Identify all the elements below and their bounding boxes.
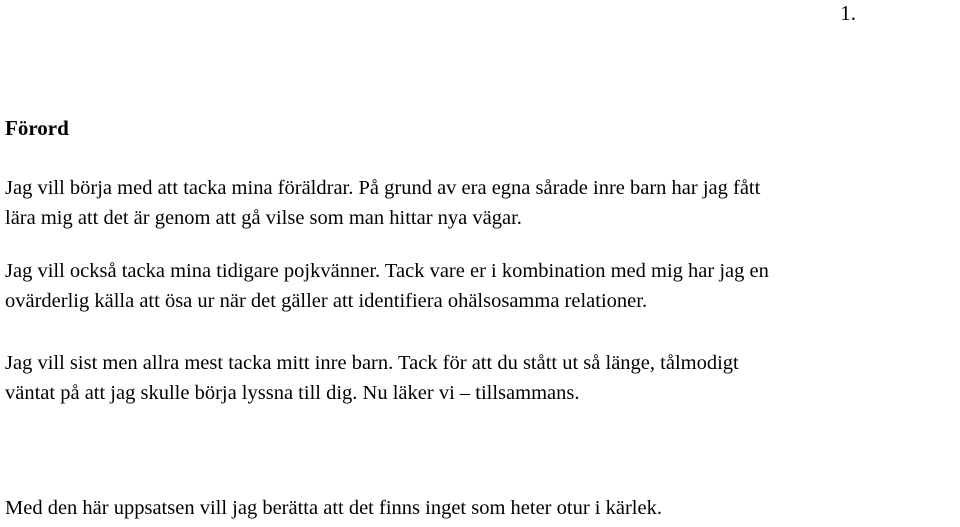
paragraph-thanks-inner-child [5,348,960,408]
page-number: 1. [840,1,856,25]
paragraph-line: Jag vill sist men allra mest tacka mitt inre barn. Tack för att du stått ut så länge, tålmodigt [5,352,739,374]
paragraph-line: väntat på att jag skulle börja lyssna till dig. Nu läker vi – tillsammans. [5,382,580,404]
section-heading: Förord [5,116,69,140]
paragraph-closing [5,493,960,523]
paragraph-thanks-boyfriends [5,256,960,316]
paragraph-line: lära mig att det är genom att gå vilse som man hittar nya vägar. [5,207,522,229]
paragraph-line: Jag vill börja med att tacka mina föräldrar. På grund av era egna sårade inre barn har jag fått [5,177,761,199]
paragraph-line: ovärderlig källa att ösa ur när det gäller att identifiera ohälsosamma relationer. [5,290,648,312]
paragraph-thanks-parents [5,173,960,233]
paragraph-line: Jag vill också tacka mina tidigare pojkvänner. Tack vare er i kombination med mig har jag en [5,260,769,282]
paragraph-line: Med den här uppsatsen vill jag berätta att det finns inget som heter otur i kärlek. [5,497,662,519]
